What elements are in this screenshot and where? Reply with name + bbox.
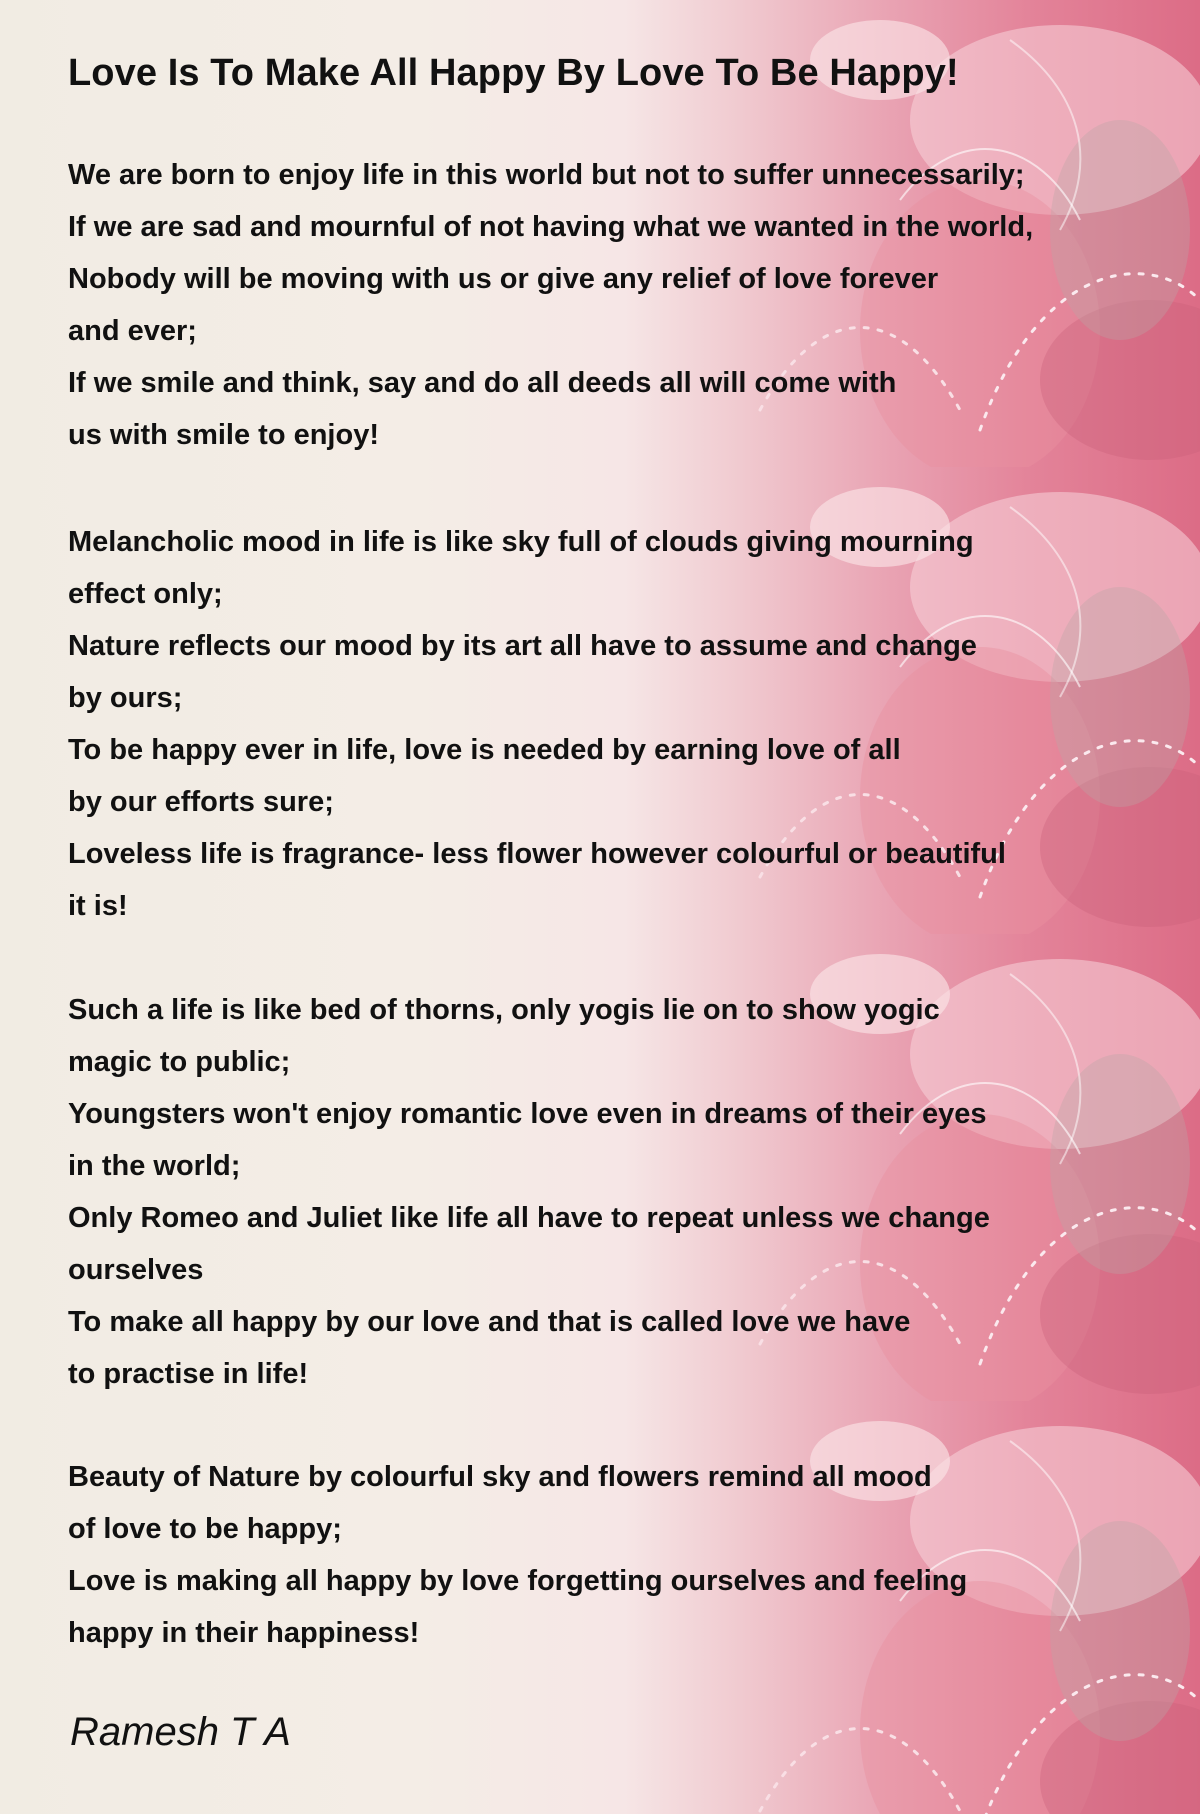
poem-line: To be happy ever in life, love is needed by earning love of all <box>68 734 901 766</box>
poem-line: it is! <box>68 890 128 922</box>
poem-line: by ours; <box>68 682 183 714</box>
poem-line: and ever; <box>68 315 197 347</box>
poem-line: to practise in life! <box>68 1358 309 1390</box>
poem-line: Such a life is like bed of thorns, only yogis lie on to show yogic <box>68 994 940 1026</box>
stanza-2 <box>68 516 1006 932</box>
poem-line: in the world; <box>68 1150 241 1182</box>
poem-line: Love is making all happy by love forgetting ourselves and feeling <box>68 1565 968 1597</box>
poem-line: happy in their happiness! <box>68 1617 420 1649</box>
poem-line: Youngsters won't enjoy romantic love even in dreams of their eyes <box>68 1098 987 1130</box>
stanza-1 <box>68 149 1033 461</box>
stanza-4 <box>68 1451 967 1659</box>
poem-line: ourselves <box>68 1254 204 1286</box>
poem-line: by our efforts sure; <box>68 786 334 818</box>
poem-line: Beauty of Nature by colourful sky and flowers remind all mood <box>68 1461 932 1493</box>
poem-line: Only Romeo and Juliet like life all have to repeat unless we change <box>68 1202 990 1234</box>
poem-line: We are born to enjoy life in this world but not to suffer unnecessarily; <box>68 159 1025 191</box>
poem-line: Melancholic mood in life is like sky full of clouds giving mourning <box>68 526 974 558</box>
poem-line: us with smile to enjoy! <box>68 419 379 451</box>
poem-line: Loveless life is fragrance- less flower however colourful or beautiful <box>68 838 1006 870</box>
poem-line: To make all happy by our love and that is called love we have <box>68 1306 911 1338</box>
poem-line: of love to be happy; <box>68 1513 342 1545</box>
stanza-3 <box>68 984 990 1400</box>
poem-line: If we are sad and mournful of not having what we wanted in the world, <box>68 211 1034 243</box>
poem-line: Nature reflects our mood by its art all have to assume and change <box>68 630 977 662</box>
poem-author: Ramesh T A <box>70 1710 291 1754</box>
poem-line: If we smile and think, say and do all deeds all will come with <box>68 367 897 399</box>
poem-title: Love Is To Make All Happy By Love To Be Happy! <box>68 52 959 94</box>
poem-line: magic to public; <box>68 1046 291 1078</box>
poem-line: effect only; <box>68 578 223 610</box>
poem-line: Nobody will be moving with us or give any relief of love forever <box>68 263 939 295</box>
